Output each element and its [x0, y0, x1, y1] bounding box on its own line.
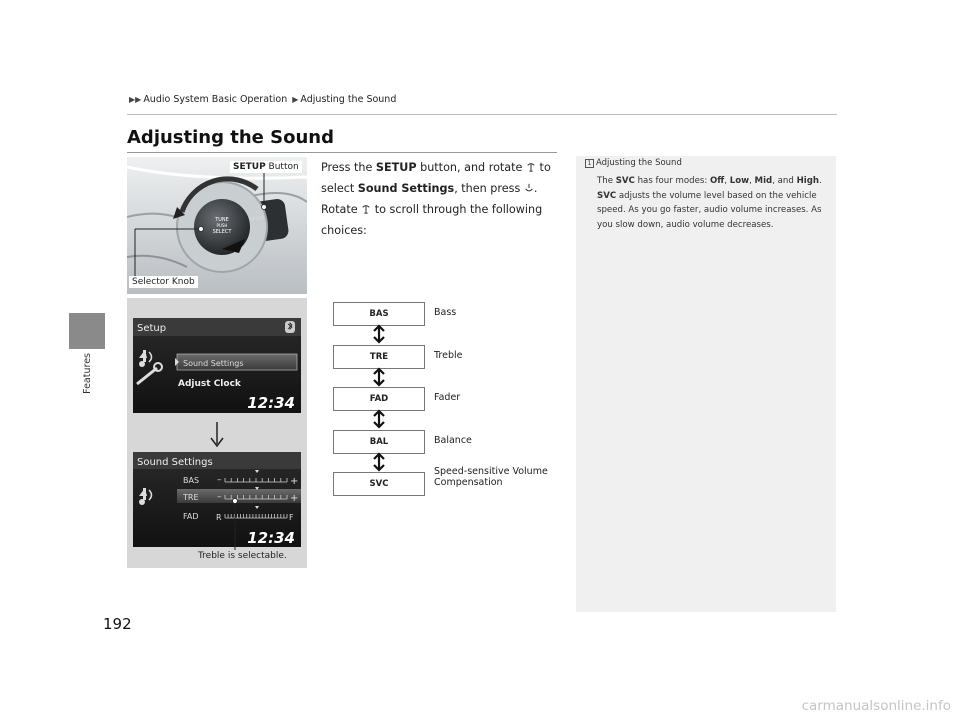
- scale-max: F: [289, 513, 294, 522]
- breadcrumb-arrow-icon: ▶: [292, 95, 299, 104]
- arrow-down-icon: [211, 422, 223, 446]
- text-run: , and: [772, 176, 797, 186]
- screen2-clock: 12:34: [247, 529, 295, 547]
- title-divider: [127, 152, 557, 153]
- rotate-knob-icon: [361, 204, 371, 214]
- choice-svc: SVC: [333, 472, 425, 496]
- scale-max: +: [290, 476, 299, 487]
- scale-max: +: [290, 493, 299, 504]
- treble-callout: Treble is selectable.: [195, 550, 290, 562]
- choice-label: [434, 392, 460, 403]
- callout-bold: SETUP: [233, 162, 266, 172]
- double-arrow-icon: [371, 324, 387, 344]
- choice-label-text: Fader: [434, 392, 461, 403]
- choice-label-text: Bass: [434, 307, 457, 318]
- choice-label-text: Speed-sensitive Volume: [434, 466, 548, 477]
- callout-text: Button: [265, 162, 299, 172]
- screen2-title: Sound Settings: [137, 457, 213, 468]
- choice-label-text: Treble: [434, 349, 463, 361]
- header-divider: [127, 114, 837, 115]
- setting-row-label: BAS: [183, 476, 200, 485]
- screen1-clock: 12:34: [247, 394, 295, 412]
- choice-label-text: Compensation: [434, 477, 503, 488]
- setup-term: SETUP: [375, 161, 417, 174]
- screen1-selected-item: Sound Settings: [183, 359, 244, 368]
- breadcrumb-arrow-icon: ▶▶: [129, 95, 142, 104]
- bluetooth-icon: [285, 321, 295, 333]
- mode-off: Off: [710, 176, 725, 186]
- double-arrow-icon: [371, 367, 387, 387]
- choice-label: [434, 350, 462, 361]
- instruction-paragraph: [321, 157, 561, 241]
- choice-tre: TRE: [333, 345, 425, 369]
- text-run: to select: [321, 161, 551, 195]
- text-run: adjusts the volume level based on the vehicle speed. As you go faster, audio volume increases. As you slow down, audio volume decreases.: [597, 190, 822, 230]
- mode-low: Low: [729, 176, 750, 186]
- knob-label-tune: TUNE: [215, 217, 229, 223]
- display-illustrations: [127, 298, 307, 568]
- double-arrow-icon: [371, 452, 387, 472]
- text-run: has four modes:: [634, 176, 710, 186]
- dashboard-drawing: [127, 157, 307, 294]
- display-screens: [127, 298, 307, 568]
- control-panel-illustration: [127, 157, 307, 294]
- svc-term: SVC: [615, 176, 635, 186]
- svc-term: SVC: [597, 190, 617, 201]
- press-knob-icon: [524, 183, 534, 193]
- scale-min: –: [217, 475, 222, 485]
- choice-label: [434, 435, 472, 446]
- screen1-item: Adjust Clock: [178, 379, 241, 389]
- selector-knob-callout: Selector Knob: [129, 276, 198, 288]
- note-marker-icon: 1: [585, 159, 594, 168]
- setup-button-callout: [230, 161, 302, 173]
- sound-settings-term: Sound Settings: [357, 182, 455, 195]
- breadcrumb-item[interactable]: Adjusting the Sound: [300, 94, 397, 105]
- choice-fad: FAD: [333, 387, 425, 411]
- text-run: , then press: [454, 182, 524, 195]
- double-arrow-icon: [371, 409, 387, 429]
- screen1-title: Setup: [137, 323, 167, 334]
- text-run: ,: [749, 176, 755, 186]
- knob-label-select: SELECT: [212, 229, 232, 235]
- breadcrumb-item[interactable]: Audio System Basic Operation: [143, 94, 288, 105]
- choice-label: [434, 466, 548, 488]
- text-run: Press the: [321, 161, 376, 174]
- page-title: Adjusting the Sound: [127, 127, 334, 148]
- text-run: .: [819, 176, 822, 186]
- text-run: button, and rotate: [416, 161, 526, 174]
- setting-row-label: FAD: [183, 512, 199, 521]
- mode-high: High: [796, 176, 819, 186]
- note-body: [597, 174, 829, 232]
- choice-bal: BAL: [333, 430, 425, 454]
- setting-row-label: TRE: [183, 493, 199, 502]
- rotate-knob-icon: [526, 162, 536, 172]
- note-title: [585, 158, 682, 168]
- text-run: . Rotate: [321, 182, 538, 216]
- scale-min: R: [216, 513, 222, 522]
- choice-label-text: Balance: [434, 434, 472, 446]
- mode-mid: Mid: [754, 176, 773, 186]
- page-number: 192: [103, 615, 132, 633]
- text-run: The: [597, 176, 616, 186]
- scale-min: –: [217, 492, 222, 502]
- choice-bas: BAS: [333, 302, 425, 326]
- knob-label-push: PUSH: [216, 223, 228, 228]
- watermark: carmanualsonline.info: [801, 698, 951, 714]
- section-tab: [69, 313, 105, 349]
- text-run: ,: [724, 176, 730, 186]
- text-run: to scroll through the following choices:: [321, 203, 543, 237]
- setup-key-label: SETUP: [249, 216, 265, 223]
- note-title-text: Adjusting the Sound: [596, 158, 682, 168]
- section-label: Features: [82, 353, 93, 394]
- choice-label: [434, 307, 456, 318]
- breadcrumb: [127, 94, 396, 105]
